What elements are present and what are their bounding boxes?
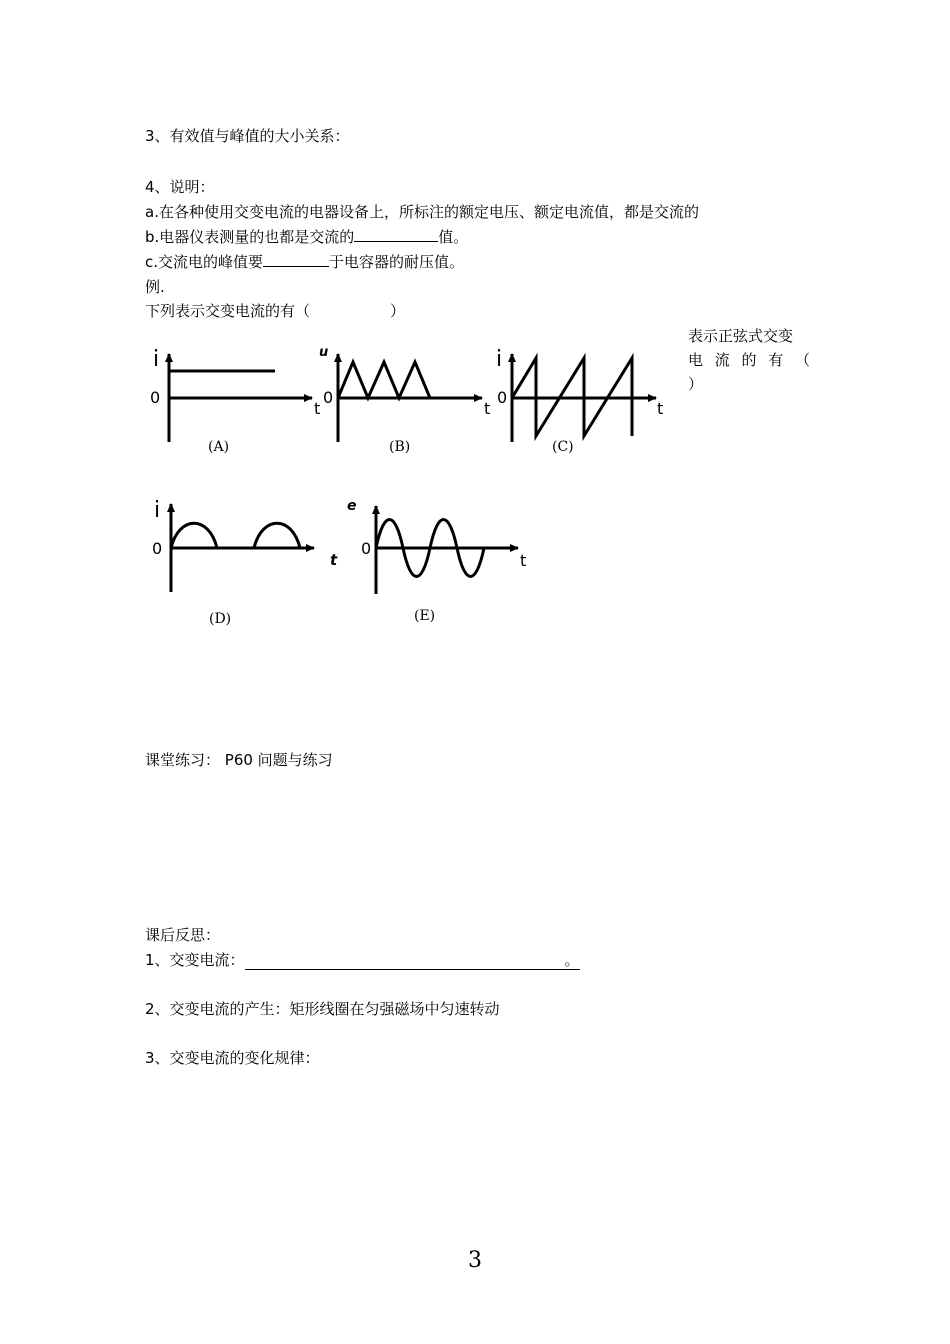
graph-b-ylabel: u: [319, 345, 329, 360]
note-a: a.在各种使用交变电流的电器设备上，所标注的额定电压、额定电流值，都是交流的: [145, 203, 699, 221]
note-b-text: b.电器仪表测量的也都是交流的: [145, 228, 355, 246]
graph-a-caption: (A): [208, 439, 230, 455]
graph-c-ylabel: i: [496, 347, 503, 372]
reflection-heading: 课后反思：: [145, 926, 221, 944]
graph-e-xlabel: t: [520, 551, 527, 570]
graph-d-caption: (D): [209, 611, 232, 627]
graph-c: [496, 347, 663, 455]
sine-question-line3: ）: [688, 375, 704, 393]
graph-a: [150, 347, 320, 455]
graph-b-origin: 0: [323, 388, 334, 407]
item-3-relation: 3、有效值与峰值的大小关系：: [145, 127, 350, 145]
reflection-1: [145, 950, 580, 970]
example-label: 例.: [145, 278, 165, 296]
graph-e-origin: 0: [361, 539, 372, 558]
question-text: 下列表示交变电流的有（: [145, 302, 311, 320]
graph-a-ylabel: i: [153, 347, 160, 372]
note-c-tail: 于电容器的耐压值。: [329, 253, 465, 271]
fill-blank-reflection-1[interactable]: [245, 951, 580, 970]
graph-a-xlabel: t: [314, 399, 321, 418]
reflection-1-label: 1、交变电流：: [145, 951, 245, 969]
graph-b-caption: (B): [389, 439, 411, 455]
reflection-1-period: 。: [564, 951, 580, 969]
note-b-tail: 值。: [438, 228, 469, 246]
page-number: 3: [468, 1248, 482, 1273]
reflection-2: 2、交变电流的产生：矩形线圈在匀强磁场中匀速转动: [145, 1000, 500, 1018]
item-4-heading: 4、说明：: [145, 178, 215, 196]
graph-a-origin: 0: [150, 388, 161, 407]
question-close: ）: [390, 302, 406, 320]
sine-question-line1: 表示正弦式交变: [688, 327, 794, 345]
graph-b-xlabel: t: [484, 399, 491, 418]
graph-c-xlabel: t: [657, 399, 664, 418]
graph-e-caption: (E): [414, 608, 436, 624]
graph-d-xlabel: t: [330, 551, 338, 569]
sine-question-line2: 电 流 的 有 （: [688, 351, 810, 369]
graph-e-ylabel: e: [347, 498, 357, 514]
graph-e: [347, 498, 526, 624]
graph-c-origin: 0: [497, 388, 508, 407]
class-practice: 课堂练习： P60 问题与练习: [145, 751, 333, 769]
graph-d-ylabel: i: [154, 498, 161, 523]
graph-b: [319, 345, 490, 455]
graph-d-origin: 0: [152, 539, 163, 558]
graph-d-waveform: [171, 523, 300, 548]
graph-b-waveform: [338, 362, 430, 398]
graph-c-caption: (C): [552, 439, 574, 455]
note-c-text: c.交流电的峰值要: [145, 253, 264, 271]
reflection-3: 3、交变电流的变化规律：: [145, 1049, 320, 1067]
graph-d: [152, 498, 338, 627]
